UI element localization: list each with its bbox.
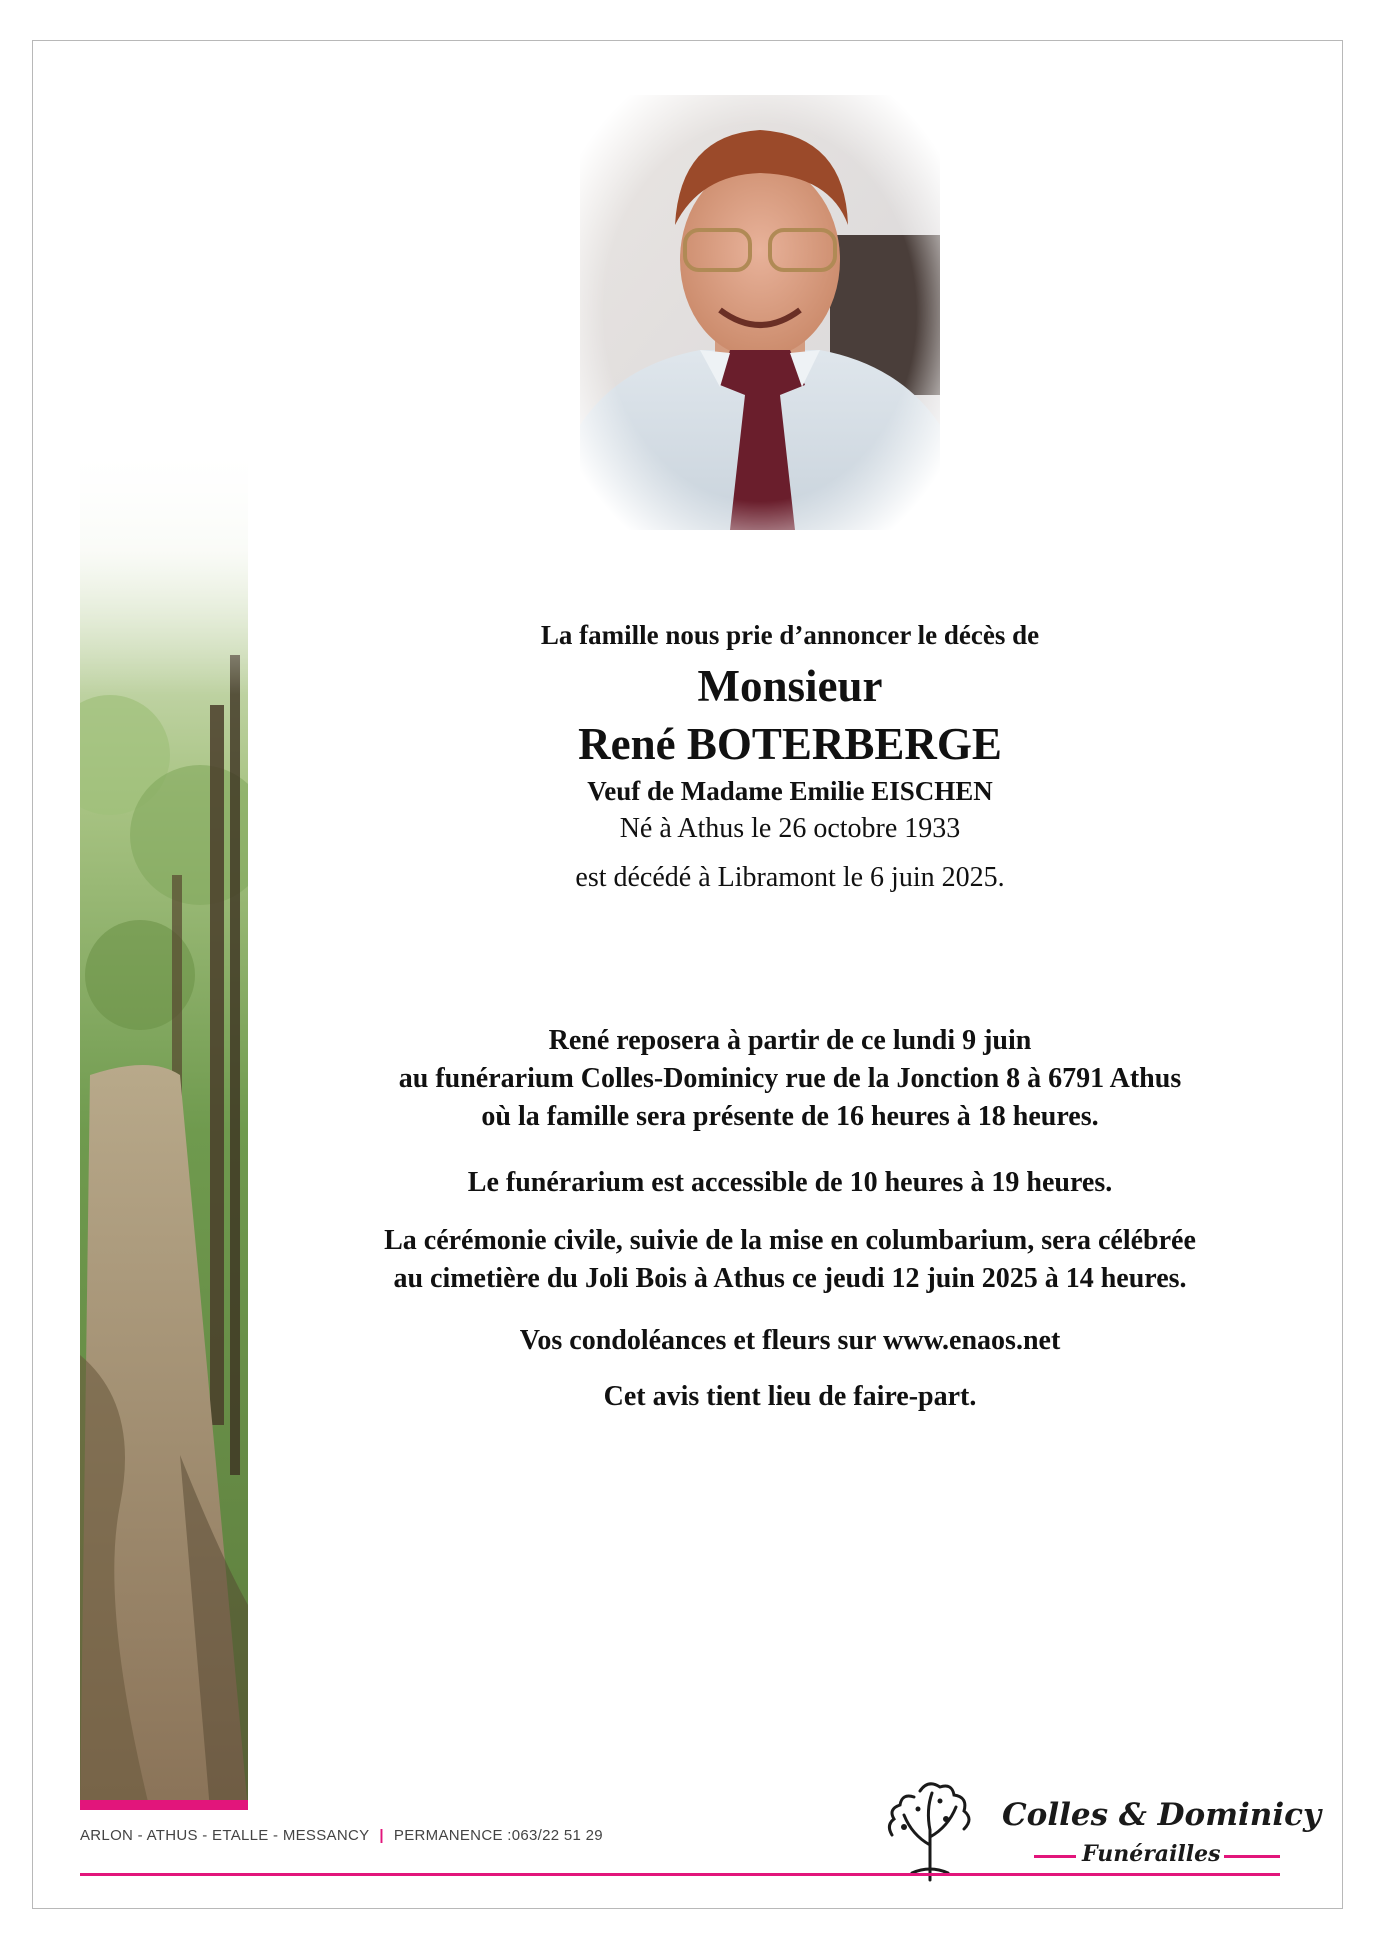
ceremony-line: La cérémonie civile, suivie de la mise en columbarium, sera célébrée (384, 1225, 1196, 1256)
footer-contact (80, 1827, 603, 1844)
condolences-line: Vos condoléances et fleurs sur www.enaos.net (519, 1325, 1061, 1356)
ceremony-line: au cimetière du Joli Bois à Athus ce jeudi 12 juin 2025 à 14 heures. (393, 1263, 1187, 1294)
announcement-intro: La famille nous prie d’annoncer le décès de (540, 620, 1040, 650)
permanence-label: PERMANENCE : (393, 1827, 512, 1844)
footer-rule (80, 1873, 1280, 1876)
death-line: est décédé à Libramont le 6 juin 2025. (575, 862, 1005, 893)
viewing-paragraph (250, 1022, 1330, 1136)
notice-line: Cet avis tient lieu de faire-part. (603, 1381, 977, 1412)
logo-subtitle: Funérailles (1082, 1841, 1221, 1867)
deceased-name: René BOTERBERGE (578, 719, 1002, 769)
permanence-phone: 063/22 51 29 (511, 1827, 603, 1844)
logo-dash (1034, 1855, 1076, 1858)
logo-name: Colles & Dominicy (1002, 1797, 1321, 1833)
footer-separator: | (379, 1827, 384, 1844)
forest-path-image (80, 455, 248, 1810)
viewing-line: René reposera à partir de ce lundi 9 juin (548, 1025, 1032, 1056)
widow-line: Veuf de Madame Emilie EISCHEN (587, 776, 993, 806)
viewing-line: où la famille sera présente de 16 heures à 18 heures. (481, 1101, 1099, 1132)
portrait-photo (580, 95, 940, 530)
opening-hours: Le funérarium est accessible de 10 heures à 19 heures. (467, 1167, 1113, 1198)
birth-line: Né à Athus le 26 octobre 1933 (619, 813, 961, 844)
ceremony-paragraph (250, 1222, 1330, 1298)
footer-locations: ARLON - ATHUS - ETALLE - MESSANCY (80, 1827, 370, 1844)
deceased-title: Monsieur (697, 661, 883, 711)
funeral-home-logo (882, 1775, 1321, 1885)
logo-dash (1224, 1855, 1280, 1858)
viewing-line: au funérarium Colles-Dominicy rue de la Jonction 8 à 6791 Athus (398, 1063, 1182, 1094)
tree-icon (882, 1775, 977, 1883)
